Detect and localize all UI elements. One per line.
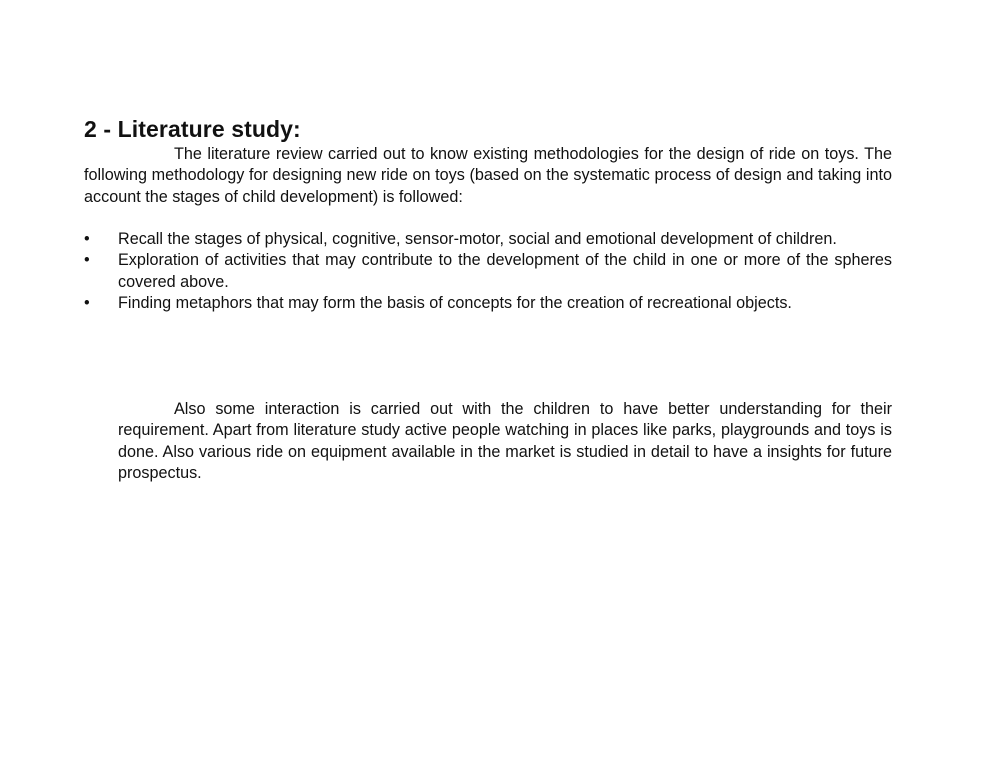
bullet-icon: •	[84, 230, 90, 248]
list-item-text: Exploration of activities that may contribute to the development of the child in one or more of the spheres covered above.	[118, 251, 892, 291]
list-item-text: Finding metaphors that may form the basis of concepts for the creation of recreational objects.	[118, 293, 792, 312]
closing-paragraph: Also some interaction is carried out with the children to have better understanding for their requirement. Apart from literature study active people watching in places like parks, playgrounds and toys is done. Also various ride on equipment available in the market is studied in detail to have a insights for future prospectus.	[118, 400, 892, 482]
list-item	[84, 229, 892, 250]
bullet-icon: •	[84, 251, 90, 270]
bullet-icon: •	[84, 293, 90, 312]
intro-paragraph: The literature review carried out to know existing methodologies for the design of ride on toys. The following methodology for designing new ride on toys (based on the systematic process of design and taking into account the stages of child development) is followed:	[84, 145, 892, 206]
list-item	[84, 250, 892, 293]
section-heading: 2 - Literature study:	[84, 116, 301, 142]
methodology-list	[84, 229, 892, 314]
list-item-text: Recall the stages of physical, cognitive, sensor-motor, social and emotional development of children.	[118, 230, 837, 248]
list-item	[84, 293, 892, 314]
